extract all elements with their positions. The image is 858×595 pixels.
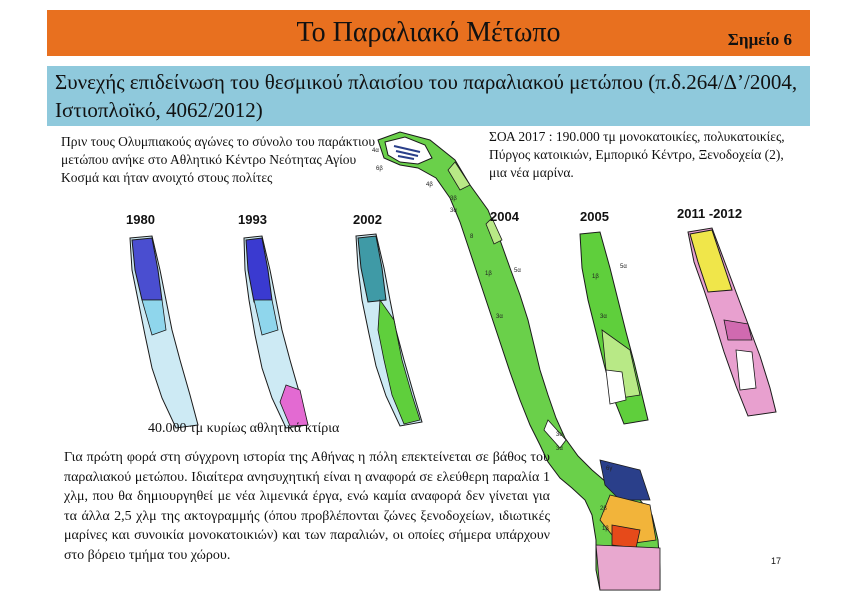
svg-text:2β: 2β: [600, 506, 607, 512]
svg-text:1β: 1β: [602, 526, 609, 532]
svg-text:1β: 1β: [485, 271, 492, 277]
subtitle-text: Συνεχής επιδείνωση του θεσμικού πλαισίου του παραλιακού μετώπου (π.δ.264/Δ’/2004, Ιστιοπλοϊκό, 4062/2012): [55, 70, 798, 122]
year-1980: 1980: [126, 212, 155, 227]
svg-text:1β: 1β: [592, 274, 599, 280]
svg-text:5α: 5α: [620, 264, 627, 270]
year-2004: 2004: [490, 209, 519, 224]
map-2002: [356, 234, 422, 426]
svg-text:4β: 4β: [426, 182, 433, 188]
svg-text:3α: 3α: [556, 432, 563, 438]
body-paragraph: Για πρώτη φορά στη σύγχρονη ιστορία της Αθήνας η πόλη επεκτείνεται σε βάθος του παραλιακού μετώπου. Ιδιαίτερα ανησυχητική είναι η αναφορά σε ελεύθερη παραλία 1 χλμ, που θα δημιουργηθεί με νέα λιμενικά έργα, ενώ καμία αναφορά δεν γίνεται για τα άλλα 2,5 χλμ της ακτογραμμής (όπου προβλέπονται ζώνες ξενοδοχείων, ιδιωτικές μαρίνες και συνοικία μονοκατοικιών) και των παραλιών, οι οποίες σήμερα υπάρχουν στο βόρειο τμήμα του χώρου.: [64, 450, 550, 563]
point-badge: Σημείο 6: [727, 30, 792, 49]
svg-text:3α: 3α: [556, 446, 563, 452]
svg-text:6γ: 6γ: [606, 466, 613, 472]
page-title: Το Παραλιακό Μέτωπο: [296, 17, 561, 48]
year-2011-2012: 2011 -2012: [677, 206, 743, 221]
page-number: 17: [771, 556, 782, 566]
map-2011-2012: [688, 228, 776, 416]
map-caption: 40.000 τμ κυρίως αθλητικά κτίρια: [148, 421, 340, 436]
map-2005: [580, 232, 648, 424]
svg-text:3β: 3β: [450, 196, 457, 202]
right-note: ΣΟΑ 2017 : 190.000 τμ μονοκατοικίες, πολυκατοικίες, Πύργος κατοικιών, Εμπορικό Κέντρο, Ξενοδοχεία (2), μια νέα μαρίνα.: [489, 129, 785, 180]
svg-text:3α: 3α: [600, 314, 607, 320]
svg-text:5α: 5α: [514, 268, 521, 274]
year-1993: 1993: [238, 212, 267, 227]
svg-text:4α: 4α: [372, 148, 379, 154]
svg-text:3α: 3α: [496, 314, 503, 320]
map-1980: [130, 236, 198, 428]
map-1993: [244, 236, 308, 428]
svg-text:8: 8: [470, 234, 474, 240]
year-2002: 2002: [353, 212, 382, 227]
svg-text:6β: 6β: [376, 166, 383, 172]
left-note: Πριν τους Ολυμπιακούς αγώνες το σύνολο του παράκτιου μετώπου ανήκε στο Αθλητικό Κέντρο Νεότητας Αγίου Κοσμά και ήταν ανοιχτό στους πολίτες: [61, 134, 376, 185]
year-2005: 2005: [580, 209, 609, 224]
svg-text:3α: 3α: [450, 208, 457, 214]
